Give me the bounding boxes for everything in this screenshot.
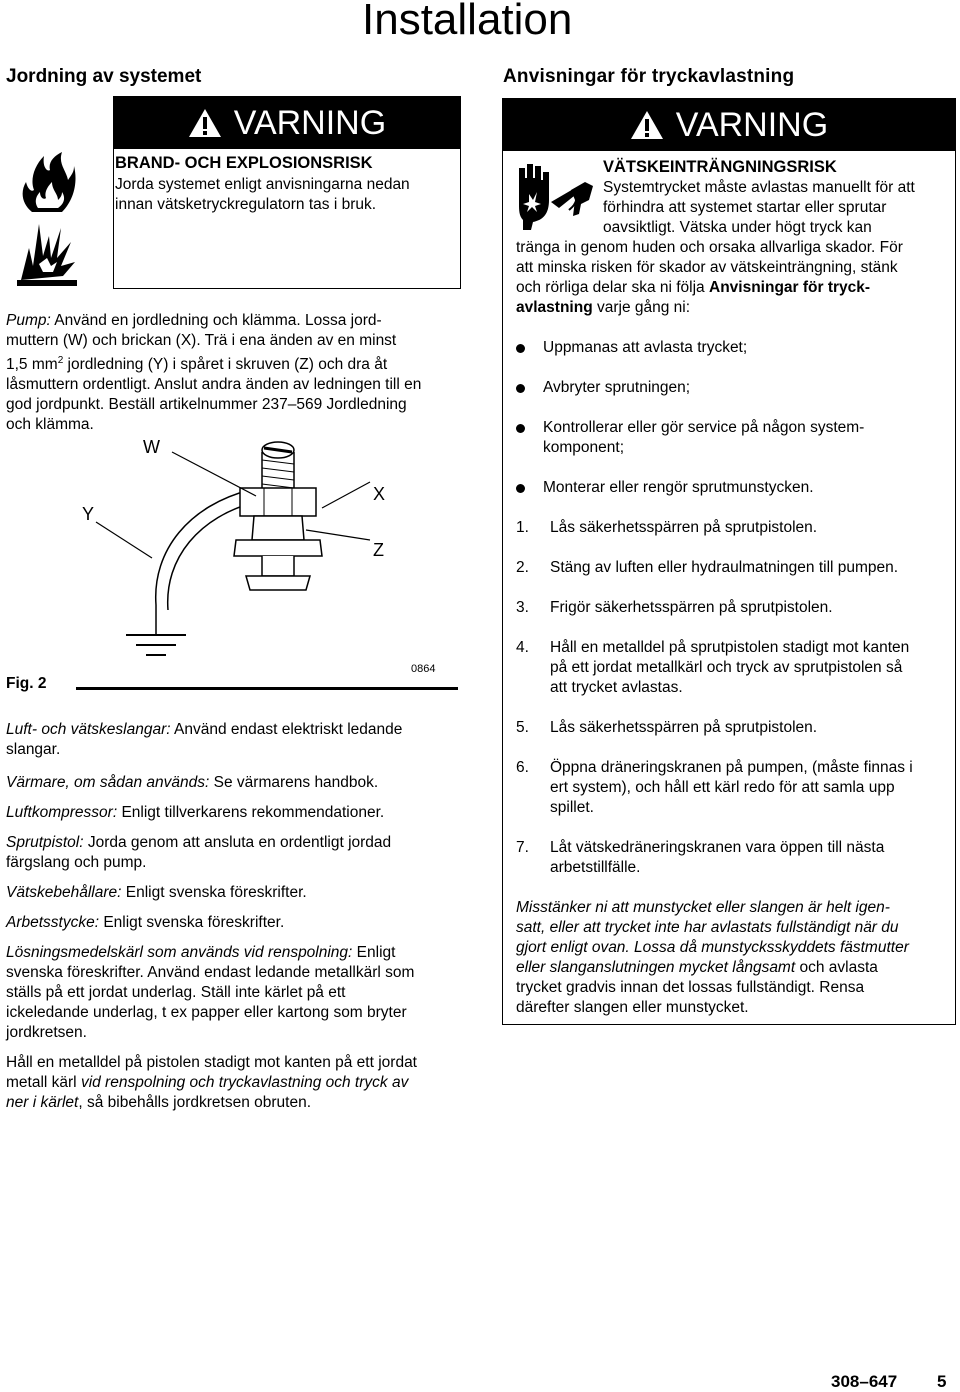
text-line: tränga in genom huden och orsaka allvarliga skador. För xyxy=(516,239,903,256)
text-line: ner i kärlet xyxy=(6,1094,79,1111)
superscript: 2 xyxy=(57,355,64,366)
label-y: Y xyxy=(82,504,95,524)
text-line: Kontrollerar eller gör service på någon system- xyxy=(543,419,865,436)
item-label: Vätskebehållare: xyxy=(6,884,122,901)
bullet-item: Uppmanas att avlasta trycket; xyxy=(543,339,748,356)
bullet-item: Avbryter sprutningen; xyxy=(543,379,691,396)
text-line: och avlasta xyxy=(795,959,878,976)
text-line: muttern (W) och brickan (X). Trä i ena änden av en minst xyxy=(6,332,397,349)
injection-warning-text xyxy=(603,178,915,238)
bullet-item: Monterar eller rengör sprutmunstycken. xyxy=(543,479,814,496)
page-title: Installation xyxy=(362,0,573,44)
text-line: metall kärl xyxy=(6,1074,81,1091)
item-hoses xyxy=(6,720,466,760)
item-spray-gun xyxy=(6,833,466,873)
item-workpiece xyxy=(6,913,466,933)
step-text xyxy=(550,838,884,878)
text-line: eller slanganslutningen mycket långsamt xyxy=(516,959,796,976)
text-line: vid renspolning och tryckavlastning och tryck av xyxy=(80,1074,409,1091)
fire-icon xyxy=(18,152,76,214)
text-line: att trycket avlastas. xyxy=(550,679,683,696)
step-number: 4. xyxy=(516,639,529,656)
text-line: Öppna dräneringskranen på pumpen, (måste finnas i xyxy=(550,759,913,776)
pump-paragraph xyxy=(6,311,466,435)
item-solvent-pail xyxy=(6,943,466,1043)
text-line: Håll en metalldel på pistolen stadigt mot kanten på ett jordat xyxy=(6,1054,417,1071)
text-line: Låt vätskedräneringskranen vara öppen till nästa xyxy=(550,839,885,856)
text-line: färgslang och pump. xyxy=(6,854,147,871)
fire-warning-line: innan vätsketryckregulatorn tas i bruk. xyxy=(115,196,377,213)
hazard-title-injection: VÄTSKEINTRÄNGNINGSRISK xyxy=(603,158,837,176)
bullet-dot xyxy=(516,424,525,433)
text-line: förhindra att systemet startar eller sprutar xyxy=(603,199,887,216)
section-heading-pressure-relief: Anvisningar för tryckavlastning xyxy=(503,66,795,87)
warning-label: VARNING xyxy=(675,106,829,144)
text-line: god jordpunkt. Beställ artikelnummer 237–569 Jordledning xyxy=(6,396,407,414)
step-number: 3. xyxy=(516,599,529,616)
text-line: komponent; xyxy=(543,439,624,456)
text-line: Enligt tillverkarens rekommendationer. xyxy=(117,804,385,821)
text-line: på ett jordat metallkärl och tryck av sprutpistolen så xyxy=(550,659,903,676)
text-line: att minska risken för skador av vätskeinträngning, stänk xyxy=(516,259,898,276)
text-line: 1,5 mm xyxy=(6,356,58,374)
text-line: slangar. xyxy=(6,741,61,758)
text-line: Använd endast elektriskt ledande xyxy=(170,721,403,738)
text-line: , så bibehålls jordkretsen obruten. xyxy=(78,1094,312,1111)
text-line: Jorda genom att ansluta en ordentligt jordad xyxy=(83,834,392,851)
warning-header xyxy=(503,99,955,151)
item-heater xyxy=(6,773,466,793)
step-number: 5. xyxy=(516,719,529,736)
text-line: Håll en metalldel på sprutpistolen stadigt mot kanten xyxy=(550,639,910,656)
text-line: och klämma. xyxy=(6,416,94,434)
pump-label: Pump: xyxy=(6,312,51,329)
text-line: Se värmarens handbok. xyxy=(209,774,379,791)
item-label: Sprutpistol: xyxy=(6,834,84,851)
warning-triangle-icon xyxy=(630,110,664,140)
text-line: ickeledande underlag, t ex papper eller kartong som bryter xyxy=(6,1004,407,1021)
text-line: gjort enligt ovan. Lossa då munstycksskyddets fästmutter xyxy=(516,939,909,956)
item-compressor xyxy=(6,803,466,823)
item-label: Lösningsmedelskärl som används vid renspolning: xyxy=(6,944,353,961)
warning-header xyxy=(114,97,460,149)
item-label: Luft- och vätskeslangar: xyxy=(6,721,171,738)
text-line: ställs på ett jordat underlag. Ställ inte kärlet på ett xyxy=(6,984,346,1001)
warning-label: VARNING xyxy=(233,104,387,142)
page-number: 5 xyxy=(937,1372,947,1391)
text-line: låsmuttern ordentligt. Anslut andra änden av ledningen till en xyxy=(6,376,422,394)
step-number: 6. xyxy=(516,759,529,776)
step-text: Frigör säkerhetsspärren på sprutpistolen. xyxy=(550,599,833,616)
text-line: därefter slangen eller munstycket. xyxy=(516,999,749,1016)
text-line: jordkretsen. xyxy=(6,1024,87,1041)
text-line: varje gång ni: xyxy=(592,299,691,316)
label-z: Z xyxy=(373,540,384,560)
bullet-dot xyxy=(516,344,525,353)
grounding-items xyxy=(6,720,466,1113)
grounding-diagram xyxy=(60,430,460,670)
text-line: spillet. xyxy=(550,799,594,816)
label-x: X xyxy=(373,484,386,504)
text-line: arbetstillfälle. xyxy=(550,859,641,876)
step-number: 2. xyxy=(516,559,529,576)
item-label: Arbetsstycke: xyxy=(6,914,100,931)
step-text: Lås säkerhetsspärren på sprutpistolen. xyxy=(550,719,818,736)
fire-warning-line: Jorda systemet enligt anvisningarna nedan xyxy=(115,176,410,193)
item-label: Luftkompressor: xyxy=(6,804,118,821)
step-text: Stäng av luften eller hydraulmatningen till pumpen. xyxy=(550,559,899,576)
injection-hazard-icon xyxy=(515,160,597,232)
explosion-icon xyxy=(17,218,77,288)
item-fluid-container xyxy=(6,883,466,903)
section-heading-grounding: Jordning av systemet xyxy=(6,66,202,87)
label-w: W xyxy=(143,437,160,457)
bullet-dot xyxy=(516,484,525,493)
text-line: och rörliga delar ska ni följa xyxy=(516,279,709,296)
step-number: 7. xyxy=(516,839,529,856)
text-line: Använd en jordledning och klämma. Lossa jord- xyxy=(50,312,382,329)
hazard-title-fire: BRAND- OCH EXPLOSIONSRISK xyxy=(115,154,373,172)
figure-code: 0864 xyxy=(411,663,436,675)
clogged-tip-note xyxy=(516,898,948,1018)
item-label: Värmare, om sådan används: xyxy=(6,774,210,791)
text-line: jordledning (Y) i spåret i skruven (Z) och dra åt xyxy=(63,356,388,374)
injection-warning-text-full xyxy=(516,238,946,318)
text-line: Enligt svenska föreskrifter. xyxy=(99,914,285,931)
procedure-reference: Anvisningar för tryck- xyxy=(709,279,871,296)
procedure-reference: avlastning xyxy=(516,299,593,316)
final-paragraph xyxy=(6,1053,466,1113)
text-line: Misstänker ni att munstycket eller slangen är helt igen- xyxy=(516,899,890,916)
step-text xyxy=(550,638,909,698)
step-number: 1. xyxy=(516,519,529,536)
text-line: svenska föreskrifter. Använd endast ledande metallkärl som xyxy=(6,964,415,981)
document-number: 308–647 xyxy=(831,1372,898,1391)
text-line: Enligt xyxy=(352,944,396,961)
bullet-item xyxy=(543,418,864,458)
bullet-dot xyxy=(516,384,525,393)
text-line: Systemtrycket måste avlastas manuellt för att xyxy=(603,179,915,196)
text-line: oavsiktligt. Vätska under högt tryck kan xyxy=(603,219,872,236)
text-line: trycket gradvis innan det lossas fullständigt. Rensa xyxy=(516,979,865,996)
figure-rule xyxy=(76,687,458,690)
text-line: satt, eller att trycket inte har avlastats fullständigt när du xyxy=(516,919,899,936)
warning-triangle-icon xyxy=(188,108,222,138)
step-text xyxy=(550,758,913,818)
text-line: ert system), och håll ett kärl redo för att samla upp xyxy=(550,779,895,796)
step-text: Lås säkerhetsspärren på sprutpistolen. xyxy=(550,519,818,536)
figure-caption: Fig. 2 xyxy=(6,675,47,692)
text-line: Enligt svenska föreskrifter. xyxy=(121,884,307,901)
